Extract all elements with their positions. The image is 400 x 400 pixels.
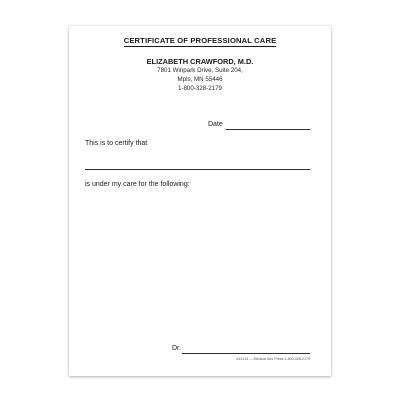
- signature-field-line[interactable]: [182, 353, 310, 354]
- doctor-name: ELIZABETH CRAWFORD, M.D.: [146, 57, 254, 66]
- certify-statement: This is to certify that: [85, 140, 148, 147]
- doctor-phone: 1-800-328-2179: [177, 85, 223, 92]
- form-footer-note: #13113 — Medical Arts Press 1-800-328-2179: [236, 357, 310, 361]
- signature-label: Dr.: [172, 345, 181, 352]
- doctor-address-city: Mpls, MN 55446: [177, 76, 223, 83]
- doctor-address-street: 7801 Winpark Drive, Suite 204,: [157, 67, 243, 74]
- certificate-title-text: CERTIFICATE OF PROFESSIONAL CARE: [123, 36, 277, 45]
- certificate-title: [69, 36, 331, 45]
- certificate-form: [69, 26, 331, 376]
- patient-name-field-line[interactable]: [85, 169, 310, 170]
- date-field-line[interactable]: [226, 129, 310, 130]
- care-statement: is under my care for the following:: [85, 181, 190, 188]
- date-label: Date: [208, 121, 223, 128]
